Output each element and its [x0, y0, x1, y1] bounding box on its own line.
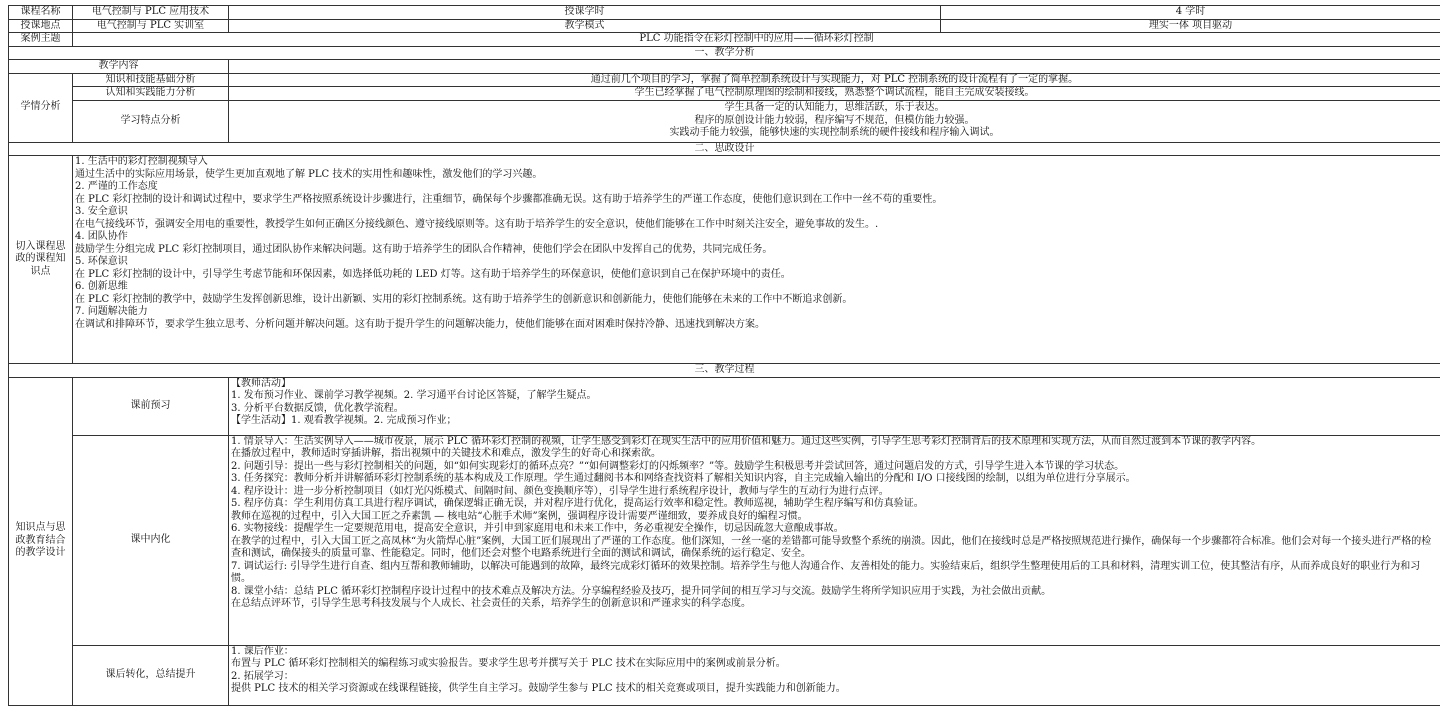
- learning-analysis-label: 学情分析: [9, 73, 73, 142]
- mode-label: 教学模式: [229, 19, 941, 33]
- ideology-line: 5. 环保意识: [75, 256, 128, 267]
- stage-line: 2. 问题引导：提出一些与彩灯控制相关的问题，如“如何实现彩灯的循环点亮？”“如何调整彩灯的闪烁频率？”等。鼓励学生积极思考并尝试回答，通过问题启发的方式，引导学生进入本节课的学习状态。: [231, 460, 1125, 472]
- ideology-label: 切入课程思政的课程知识点: [9, 156, 73, 364]
- ideology-line: 6. 创新思维: [75, 281, 128, 292]
- ideology-line: 在 PLC 彩灯控制的教学中，鼓励学生发挥创新思维，设计出新颖、实用的彩灯控制系统。这有助于培养学生的创新意识和创新能力，使他们能够在未来的工作中不断追求创新。: [75, 293, 853, 305]
- section-title-process: 三、教学过程: [9, 364, 1440, 378]
- topic-value: PLC 功能指令在彩灯控制中的应用——循环彩灯控制: [73, 33, 1440, 47]
- stage-line: 7. 调试运行: 引导学生进行自查、组内互帮和教师辅助，以解决可能遇到的故障，最终完成彩灯循环的效果控制。培养学生与他人沟通合作、友善相处的能力。实验结束后，组织学生整理使用后的工具和材料，清理实训工位，使其整洁有序，从而养成良好的职业行为和习惯。: [231, 560, 1421, 584]
- topic-label: 案例主题: [9, 33, 73, 47]
- stage-line: 5. 程序仿真：学生利用仿真工具进行程序调试，确保逻辑正确无误，并对程序进行优化，提高运行效率和稳定性。教师巡视，辅助学生程序编写和仿真验证。: [231, 498, 924, 509]
- stage-line: 教师在巡视的过程中，引入大国工匠之乔素凯 — 核电站“心脏手术师”案例，强调程序设计需要严谨细致，要养成良好的编程习惯。: [231, 510, 808, 522]
- analysis-row-text: 通过前几个项目的学习，掌握了简单控制系统设计与实现能力，对 PLC 控制系统的设计流程有了一定的掌握。: [229, 73, 1440, 87]
- ideology-line: 在 PLC 彩灯控制的设计和调试过程中，要求学生严格按照系统设计步骤进行，注重细节，确保每个步骤都准确无误。这有助于培养学生的严谨工作态度，使他们意识到在工作中一丝不苟的重要性。: [75, 193, 943, 205]
- ideology-line: 在 PLC 彩灯控制的设计中，引导学生考虑节能和环保因素，如选择低功耗的 LED 灯等。这有助于培养学生的环保意识，使他们意识到自己在保护环境中的责任。: [75, 268, 791, 280]
- stage-line: 3. 任务探究：教师分析并讲解循环彩灯控制系统的基本构成及工作原理。学生通过翻阅书本和网络查找资料了解相关知识内容，自主完成输入输出的分配和 I/O 口接线图的绘制，以组为单位进行分享展示。: [231, 473, 1136, 484]
- ideology-line: 3. 安全意识: [75, 206, 128, 217]
- ideology-line: 鼓励学生分组完成 PLC 彩灯控制项目，通过团队协作来解决问题。这有助于培养学生的团队合作精神，使他们学会在团队中发挥自己的优势，共同完成任务。: [75, 243, 773, 255]
- analysis-line: 实践动手能力较强，能够快速的实现控制系统的硬件接线和程序输入调试。: [669, 127, 1000, 139]
- stage-line: 在总结点评环节，引导学生思考科技发展与个人成长、社会责任的关系，培养学生的创新意识和严谨求实的科学态度。: [231, 598, 751, 609]
- content-value: [229, 60, 1440, 74]
- stage-line: 2. 拓展学习：: [231, 670, 294, 682]
- ideology-line: 7. 问题解决能力: [75, 306, 148, 317]
- stage-line: 【学生活动】1. 观看教学视频。2. 完成预习作业；: [231, 415, 457, 426]
- mode-value: 理实一体 项目驱动: [941, 19, 1440, 33]
- stage-line: 提供 PLC 技术的相关学习资源或在线课程链接，供学生自主学习。鼓励学生参与 PLC 技术的相关竞赛或项目，提升实践能力和创新能力。: [231, 683, 846, 694]
- stage-line: 1. 发布预习作业、课前学习教学视频。2. 学习通平台讨论区答疑，了解学生疑点。: [231, 390, 597, 401]
- process-label: 知识点与思政教育结合的教学设计: [9, 377, 73, 705]
- course-name: 电气控制与 PLC 应用技术: [73, 6, 229, 20]
- ideology-line: 2. 严谨的工作态度: [75, 181, 158, 192]
- hours-label: 授课学时: [229, 6, 941, 20]
- analysis-row-text: [229, 100, 1440, 142]
- analysis-row-label: 认知和实践能力分析: [73, 87, 229, 101]
- stage-line: 1. 情景导入：生活实例导入——城市夜景，展示 PLC 循环彩灯控制的视频，让学生感受到彩灯在现实生活中的应用价值和魅力。通过这些实例，引导学生思考彩灯控制背后的技术原理和实现方法，从而自然过渡到本节课的教学内容。: [231, 435, 1262, 447]
- stage-label: 课中内化: [73, 435, 229, 645]
- section-title-analysis: 一、教学分析: [9, 46, 1440, 60]
- section-title-ideology: 二、思政设计: [9, 142, 1440, 156]
- location-value: 电气控制与 PLC 实训室: [73, 19, 229, 33]
- ideology-line: 在调试和排障环节，要求学生独立思考、分析问题并解决问题。这有助于提升学生的问题解决能力，使他们能够在面对困难时保持冷静、迅速找到解决方案。: [75, 318, 765, 330]
- analysis-row-label: 知识和技能基础分析: [73, 73, 229, 87]
- stage-line: 在教学的过程中，引入大国工匠之高凤林“为火箭焊心脏”案例，大国工匠们展现出了严谨的工作态度。他们深知，一丝一毫的差错都可能导致整个系统的崩溃。因此，他们在接线时总是严格按照规范进行操作，确保每一个步骤都符合标准。他们会对每一个接头进行严格的检查和测试，确保接头的质量可靠、性能稳定。同时，他们还会对整个电路系统进行全面的测试和调试，确保系统的运行稳定、安全。: [231, 535, 1432, 559]
- stage-line: 3. 分析平台数据反馈，优化教学流程。: [231, 402, 404, 414]
- content-label: 教学内容: [9, 60, 229, 74]
- stage-line: 布置与 PLC 循环彩灯控制相关的编程练习或实验报告。要求学生思考并撰写关于 PLC 技术在实际应用中的案例或前景分析。: [231, 658, 786, 669]
- location-label: 授课地点: [9, 19, 73, 33]
- stage-line: 在播放过程中，教师适时穿插讲解，指出视频中的关键技术和难点，激发学生的好奇心和探索欲。: [231, 448, 661, 459]
- stage-line: 6. 实物接线：提醒学生一定要规范用电，提高安全意识，并引申到家庭用电和未来工作中，务必重视安全操作，切忌因疏忽大意酿成事故。: [231, 523, 844, 534]
- analysis-line: 程序的原创设计能力较弱，程序编写不规范，但模仿能力较强。: [694, 114, 975, 126]
- stage-line: 4. 程序设计：进一步分析控制项目（如灯光闪烁模式、间隔时间、颜色变换顺序等），引导学生进行系统程序设计，教师与学生的互动行为进行点评。: [231, 485, 889, 497]
- analysis-row-label: 学习特点分析: [73, 100, 229, 142]
- stage-line: 1. 课后作业：: [231, 645, 294, 657]
- stage-content: [229, 645, 1440, 705]
- ideology-line: 在电气接线环节，强调安全用电的重要性，教授学生如何正确区分接线颜色、遵守接线原则等。这有助于培养学生的安全意识，使他们能够在工作中时刻关注安全，避免事故的发生。.: [75, 218, 879, 230]
- course-name-label: 课程名称: [9, 6, 73, 20]
- analysis-row-text: 学生已经掌握了电气控制原理图的绘制和接线，熟悉整个调试流程，能自主完成安装接线。: [229, 87, 1440, 101]
- stage-label: 课后转化，总结提升: [73, 645, 229, 705]
- ideology-line: 1. 生活中的彩灯控制视频导入: [75, 156, 208, 167]
- ideology-line: 4. 团队协作: [75, 231, 128, 242]
- lesson-plan-table: [8, 5, 1440, 706]
- ideology-line: 通过生活中的实际应用场景，使学生更加直观地了解 PLC 技术的实用性和趣味性，激发他们的学习兴趣。: [75, 168, 543, 180]
- ideology-content: [73, 156, 1440, 364]
- analysis-line: 学生具备一定的认知能力，思维活跃，乐于表达。: [724, 102, 945, 114]
- stage-content: [229, 377, 1440, 435]
- stage-line: 【教师活动】: [231, 377, 291, 389]
- stage-label: 课前预习: [73, 377, 229, 435]
- stage-line: 8. 课堂小结：总结 PLC 循环彩灯控制程序设计过程中的技术难点及解决方法。分享编程经验及技巧，提升同学间的相互学习与交流。鼓励学生将所学知识应用于实践，为社会做出贡献。: [231, 585, 1052, 597]
- stage-content: [229, 435, 1440, 645]
- hours-value: 4 学时: [941, 6, 1440, 20]
